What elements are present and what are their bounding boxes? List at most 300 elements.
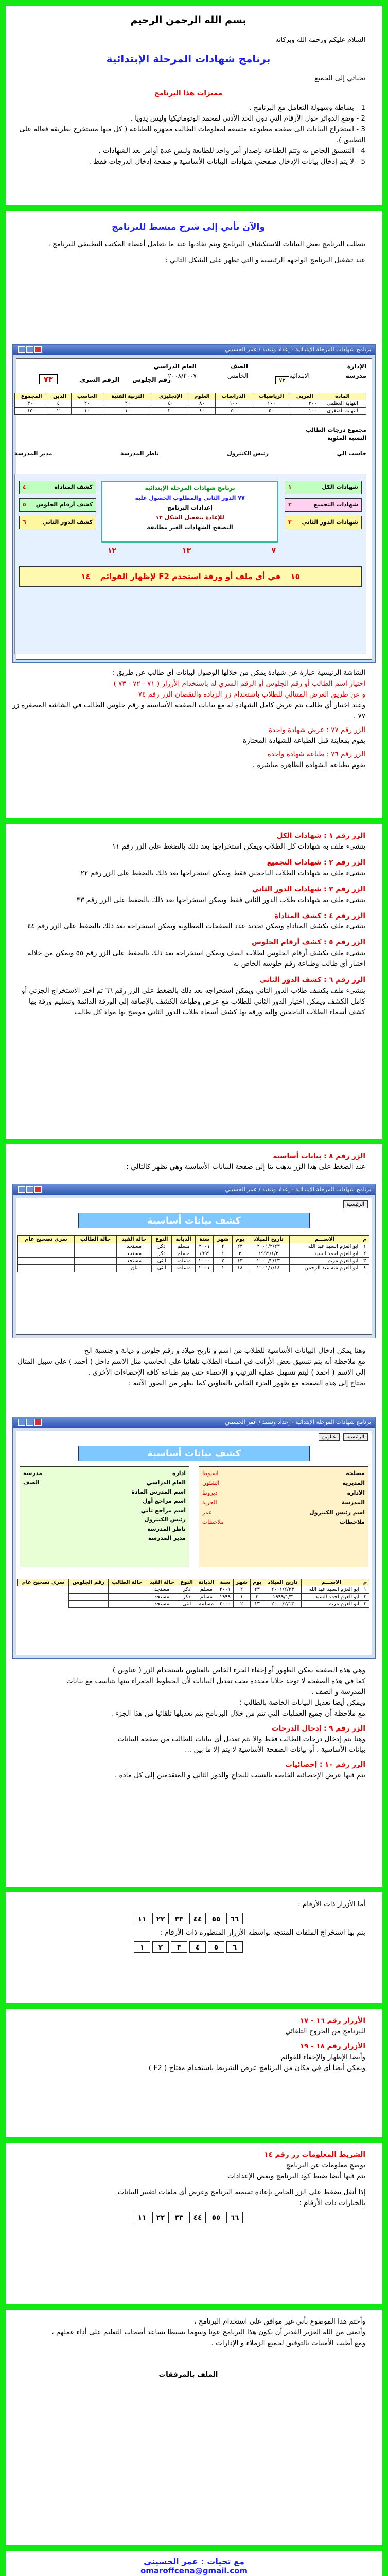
column-header: الديانة xyxy=(172,1236,196,1243)
table-cell[interactable]: ٢٠٠١ xyxy=(217,1586,234,1594)
main-screen-window xyxy=(12,344,376,663)
column-header: حالة القيد xyxy=(116,1236,151,1243)
column-header: م xyxy=(360,1236,369,1243)
s3-para-5: الزر رقم ٧٧ : عرض شهادة واحدة xyxy=(269,725,365,734)
table-cell[interactable] xyxy=(18,1265,75,1272)
table-cell[interactable]: مسلمة xyxy=(196,1601,217,1608)
center-title: برنامج شهادات المرحلة الإبتدائية xyxy=(145,485,235,492)
table-cell[interactable]: مسلم xyxy=(196,1594,217,1601)
intro-section xyxy=(0,13,377,167)
table-cell[interactable]: مستجد xyxy=(146,1601,178,1608)
table-cell[interactable]: ١٨ xyxy=(232,1265,248,1272)
table-cell[interactable]: ٢٠٠٠/٢/١٣ xyxy=(248,1258,289,1265)
table-cell[interactable] xyxy=(18,1250,75,1258)
table-row[interactable] xyxy=(18,1250,369,1258)
s7-para-5: مع ملاحظة أن جميع العمليات التي تتم من خلال البرنامج يتم تعديلها تلقائيا من هذا الجزء . xyxy=(111,1709,365,1718)
table-cell[interactable]: مستجد xyxy=(146,1586,178,1594)
table-cell[interactable]: ١٠٠ xyxy=(215,400,252,408)
center-line-2: إعدادات البرنامج xyxy=(167,504,213,511)
nums-row-1 xyxy=(11,1913,365,1924)
label-left-2: العام الدراسي xyxy=(146,1479,186,1486)
window-title: برنامج شهادات المرحلة الإبتدائية - إعداد وتنفيذ / عمر الحسيني xyxy=(225,1419,371,1426)
column-header: الإنجليزي xyxy=(152,393,189,400)
percent-label: النسبة المئوية xyxy=(327,435,366,442)
table-cell[interactable]: ٢٠ xyxy=(103,400,152,408)
s9-para-2: للبرنامج من الخروج التلقائي xyxy=(285,2027,365,2036)
table-cell[interactable]: ٢ xyxy=(214,1258,233,1265)
btn8-head: الزر رقم ٨ : بيانات أساسية xyxy=(273,1152,365,1160)
table-row[interactable] xyxy=(18,1586,369,1594)
s10-para-1: الشريط المعلومات زر رقم ١٤ xyxy=(264,2150,365,2159)
feature-2: 2 - وضع الدوائر حول الأرقام التي دون الحد الأدنى لمحمد الوتوماتيكيا وليس يدويا . xyxy=(130,114,365,123)
table-cell[interactable]: ١ xyxy=(361,1586,369,1594)
s8-line-2: يتم بها استخراج الملفات المنتجة بواسطة الأزرار المنظورة ذات الأرقام : xyxy=(160,1928,365,1937)
s7-para-6: الزر رقم ٩ : إدخال الدرجات xyxy=(272,1724,365,1733)
secret-value[interactable]: ٧٣ xyxy=(39,374,58,384)
label-admin: الادارة xyxy=(347,1489,365,1496)
table-row[interactable] xyxy=(18,1243,369,1250)
table-cell[interactable]: ٢ xyxy=(361,1594,369,1601)
table-cell[interactable]: ١٩٩٩ xyxy=(217,1594,234,1601)
table-cell[interactable]: مستجد xyxy=(116,1258,151,1265)
maximize-icon[interactable] xyxy=(26,1186,33,1193)
column-header: المادة xyxy=(319,393,366,400)
school-name: الابتدائية xyxy=(289,372,310,379)
label-left-8: مدير المدرسة xyxy=(148,1535,186,1541)
s9-para-3: الأزرار رقم ١٨ - ١٩ xyxy=(299,2042,365,2050)
column-header: النوع xyxy=(178,1579,196,1586)
window-titlebar xyxy=(13,345,375,355)
btn4-head: الزر رقم ٤ : كشف المناداة xyxy=(274,911,365,920)
minimize-icon[interactable] xyxy=(18,1419,25,1426)
table-cell[interactable]: ٣٠٠ xyxy=(15,400,48,408)
table-cell[interactable]: ١ xyxy=(214,1250,233,1258)
num-box: ٢٢ xyxy=(152,2212,169,2223)
divider xyxy=(6,205,382,211)
s7-para-4: ويمكن أيضا تعديل البيانات الخاصة بالطالب ؛ xyxy=(239,1698,365,1707)
buttons-explain-section xyxy=(0,831,377,1018)
table-cell[interactable]: ٢٠٠٠/٢/١٣ xyxy=(264,1601,302,1608)
table-cell[interactable]: ٨٠ xyxy=(189,400,215,408)
center-num-12: ١٢ xyxy=(108,547,117,555)
admin-label: الإدارة xyxy=(347,363,366,370)
s3-para-8: يقوم بطباعة الشهادة الظاهرة مباشرة . xyxy=(252,761,365,770)
close-icon[interactable] xyxy=(34,1419,42,1426)
column-header: الاســـم xyxy=(289,1236,360,1243)
table-cell[interactable]: ٢ xyxy=(214,1243,233,1250)
table-cell[interactable]: ٤٠ xyxy=(48,400,71,408)
btn2-head: الزر رقم ٢ : شهادات التجميع xyxy=(267,858,365,867)
control-panel xyxy=(14,474,366,654)
s7-para-9: الزر رقم ١٠ : إحصائيات xyxy=(285,1760,365,1769)
feature-5: 5 - لا يتم إدخال بيانات الإدخال صفحتي شهادات البيانات الأساسية و صفحة إدخال الدرجات فقط . xyxy=(89,158,365,166)
label-left-3: اسم المدرس المادة xyxy=(131,1488,186,1495)
column-header: سنة xyxy=(196,1236,214,1243)
f2-hint-bar: ١٥ في أي ملف أو ورقة استخدم F2 لإظهار القوائم ١٤ xyxy=(19,566,362,587)
table-cell[interactable]: ٢ xyxy=(360,1250,369,1258)
s3-para-3: و عن طريق العرض المتتالي للطلاب باستخدام زر الزيادة والنقصان الزر رقم ٧٤ xyxy=(138,690,365,699)
s10-para-5: بالخيارات ذات الأرقام : xyxy=(299,2198,365,2207)
s7-para-2: كما في هذه الصفحة لا توجد خلايا محددة يجب تعديل البيانات لأن الخطوط الحمراء بينها بتناسب مع بيانات xyxy=(66,1676,365,1685)
seat-input[interactable]: ٧٢ xyxy=(275,376,289,384)
num-box: ٢ xyxy=(152,1941,169,1953)
s11-para-1: وأختم هذا الموضوع بأني غير موافق على استخدام البرنامج ، xyxy=(194,2317,365,2326)
table-cell[interactable]: ذكر xyxy=(152,1243,172,1250)
btn-second-round-list[interactable]: كشف الدور الثاني ٦ xyxy=(19,516,96,529)
titles-table xyxy=(17,1579,369,1608)
table-cell[interactable]: ٢٣ xyxy=(250,1586,264,1594)
column-header: حالة القيد xyxy=(146,1579,178,1586)
btn8-body: عند الضغط على هذا الزر يذهب بنا إلى صفحة البيانات الأساسية وهي تظهر كالتالي : xyxy=(126,1162,365,1171)
table-cell[interactable]: ١ xyxy=(214,1265,233,1272)
info-bar-section xyxy=(0,2149,377,2226)
num-box: ٦ xyxy=(226,1941,243,1953)
table-cell[interactable] xyxy=(18,1243,75,1250)
table-cell[interactable]: ابو العزم احمد السيد xyxy=(302,1594,361,1601)
table-cell[interactable]: ابو العزم مريم xyxy=(302,1601,361,1608)
table-cell[interactable]: انثى xyxy=(152,1258,172,1265)
titles-explain xyxy=(0,1665,377,1781)
label-left-1: ادارة xyxy=(172,1470,186,1477)
minimize-icon[interactable] xyxy=(18,346,25,353)
divider xyxy=(6,2304,382,2310)
column-header: النوع xyxy=(152,1236,172,1243)
basmala: بسم الله الرحمن الرحيم xyxy=(130,14,246,26)
table-cell[interactable]: ٢٠٠١ xyxy=(196,1243,214,1250)
num-box: ٦٦ xyxy=(226,1913,243,1924)
num-box: ٥ xyxy=(208,1941,224,1953)
table-cell[interactable]: ٢٠٠١/٢/٢٣ xyxy=(264,1586,302,1594)
table-cell[interactable]: ٢٠ xyxy=(152,408,189,415)
btn6-body: يتشىء ملف بكشف طلاب الدور الثاني ويمكن استخراجه بعد ذلك بالضغط على الزر رقم ٦٦ ثم أختر الاستخراج الجزئي أو كامل الكشف ويمكن اختيار الدور الثاني للطلاب مع عرض وطباعة الكشف بالإضافة إلى الورقة الدائمة وتسليم ورقة بها كشف أسماء الطلاب الناجحين وإليه ورقة بها كشف أسماء طلاب الدور الثاني موضح بها مواد كل طالب xyxy=(21,987,365,1016)
seat-label: رقم الجلوس xyxy=(132,376,171,383)
titles-left-panel xyxy=(20,1466,189,1567)
table-cell[interactable]: ٣ xyxy=(250,1594,264,1601)
features-heading: مميزات هذا البرنامج xyxy=(154,89,223,97)
table-cell[interactable]: انثى xyxy=(178,1601,196,1608)
num-box: ٤ xyxy=(189,1941,206,1953)
column-header: الرياضيات xyxy=(252,393,291,400)
table-cell[interactable]: ٥٠ xyxy=(215,408,252,415)
table-cell[interactable]: ٢٠ xyxy=(71,400,103,408)
center-line-4: التصفح الشهادات الغير مطابقة xyxy=(147,524,233,531)
table-cell[interactable]: ابو العزم السيد عبد الله xyxy=(302,1586,361,1594)
sig-control: رئيس الكنترول xyxy=(227,450,269,457)
table-cell[interactable]: ابو العزم احمد السيد xyxy=(289,1250,360,1258)
explain-para-1: يتطلب البرنامج بعض البيانات للاستكشاف البرنامج ويتم تفاديها عند ما يتعامل أعضاء المكتب التطبيقي للبرنامج ، xyxy=(48,240,365,249)
num-box: ٣٣ xyxy=(171,1913,187,1924)
table-cell[interactable] xyxy=(75,1258,117,1265)
column-header: الحاسب xyxy=(71,393,103,400)
table-cell[interactable] xyxy=(75,1265,117,1272)
nums-row-2 xyxy=(11,1941,365,1953)
value-admin[interactable]: ديروط xyxy=(202,1489,218,1496)
table-cell[interactable]: ١٠٠ xyxy=(291,408,319,415)
table-cell[interactable] xyxy=(69,1594,109,1601)
table-cell[interactable]: ١٠٠ xyxy=(252,400,291,408)
close-icon[interactable] xyxy=(34,1186,42,1193)
num-box: ٤٤ xyxy=(189,2212,206,2223)
basic-data-heading: كشف بيانات أساسية xyxy=(78,1213,310,1228)
table-row[interactable] xyxy=(18,1265,369,1272)
table-cell[interactable]: ٣ xyxy=(232,1250,248,1258)
table-cell[interactable]: ذكر xyxy=(178,1586,196,1594)
btn5-head: الزر رقم ٥ : كشف أرقام الجلوس xyxy=(252,938,365,947)
s10-para-3: يتم فيها أيضا ضبط كود البرنامج وبعض الإعدادات xyxy=(227,2172,365,2180)
column-header: المجموع xyxy=(15,393,48,400)
table-cell[interactable] xyxy=(69,1601,109,1608)
titles-heading: كشف بيانات أساسية xyxy=(78,1446,310,1461)
column-header: التربية الفنية xyxy=(103,393,152,400)
table-cell[interactable]: مستجد xyxy=(116,1243,151,1250)
table-cell[interactable]: ١٣ xyxy=(232,1258,248,1265)
s11-para-3: ومع أطيب الأمنيات بالتوفيق لجميع الزملاء و الإدارات . xyxy=(211,2338,365,2347)
minimize-icon[interactable] xyxy=(18,1186,25,1193)
table-cell[interactable]: النهاية العظمى xyxy=(319,400,366,408)
class-value: الخامس xyxy=(227,372,248,379)
table-cell[interactable]: مسلم xyxy=(172,1250,196,1258)
label-notes: ملاحظات xyxy=(340,1519,365,1526)
table-row[interactable] xyxy=(18,1258,369,1265)
grades-grid xyxy=(14,393,366,415)
total-label: مجموع درجات الطالب xyxy=(306,427,366,433)
s6-para-3: إلى الاسم ( احمد ) ليتم تسهيل عملية الترتيب و الإحصاء حتى يتم طباعة كافة الإحصاءات الأخرى . xyxy=(88,1368,365,1377)
table-cell[interactable]: ٤٠ xyxy=(189,408,215,415)
value-control-head[interactable]: عمر xyxy=(202,1509,212,1516)
btn1-body: يتشىء ملف به شهادات كل الطلاب ويمكن استخراجها بعد ذلك بالضغط على الزر رقم ١١ xyxy=(112,842,365,851)
s10-para-4: إذا أنقل بضغط على الزر الخاص بإعادة تسمية البرنامج وعرض أي ملفات لتغيير البيانات xyxy=(117,2188,365,2196)
closing-section xyxy=(0,2316,377,2380)
dedication: تحياتي إلى الجميع xyxy=(314,74,365,82)
label-left-6: رئيس الكنترول xyxy=(144,1516,186,1523)
attachment-note: الملف بالمرفقات xyxy=(158,2370,218,2379)
btn1-head: الزر رقم ١ : شهادات الكل xyxy=(276,832,365,840)
table-cell[interactable]: ٤٠ xyxy=(152,400,189,408)
table-cell[interactable]: ١٠ xyxy=(71,408,103,415)
label-left-2b: الصف xyxy=(23,1479,40,1486)
center-num-13: ١٣ xyxy=(182,547,191,555)
table-cell[interactable]: مستجد xyxy=(116,1250,151,1258)
feature-1: 1 - بساطة وسهولة التعامل مع البرنامج . xyxy=(249,104,365,112)
table-cell[interactable]: ابو العزم منة عبد الرحمن xyxy=(289,1265,360,1272)
s7-para-3: المدرسة و الصف . xyxy=(311,1687,365,1696)
column-header: العلوم xyxy=(189,393,215,400)
value-authority[interactable]: اسيوط xyxy=(202,1470,219,1477)
maximize-icon[interactable] xyxy=(26,1419,33,1426)
table-row[interactable] xyxy=(18,1594,369,1601)
table-cell[interactable] xyxy=(75,1250,117,1258)
table-cell[interactable]: ٢٠٠١/٢/٢٣ xyxy=(248,1243,289,1250)
label-left-1b: مدرسة xyxy=(23,1470,42,1477)
table-cell[interactable]: النهاية الصغرى xyxy=(319,408,366,415)
table-cell[interactable]: ابو العزم مريم xyxy=(289,1258,360,1265)
table-cell[interactable]: ١٩٩٩/١/٣ xyxy=(248,1250,289,1258)
num-box: ٦٦ xyxy=(226,2212,243,2223)
nums-row-3 xyxy=(11,2212,365,2223)
tab-main[interactable]: الرئيسية xyxy=(343,1200,369,1208)
num-box: ٣ xyxy=(171,1941,187,1953)
sig-computer: حاسب الي xyxy=(337,450,366,457)
column-header: شهر xyxy=(233,1579,250,1586)
table-cell[interactable]: ٢٠٠٠ xyxy=(196,1258,214,1265)
table-cell[interactable]: ٢٣ xyxy=(232,1243,248,1250)
table-cell[interactable]: ٢٠ xyxy=(48,408,71,415)
s10-para-2: يوضح معلومات عن البرنامج xyxy=(286,2161,365,2170)
table-cell[interactable]: ٢٠٠١/١/١٨ xyxy=(248,1265,289,1272)
table-cell[interactable]: ١٩٩٩/١/٣ xyxy=(264,1594,302,1601)
signatures-row xyxy=(14,450,366,457)
table-cell[interactable]: ٢ xyxy=(233,1601,250,1608)
greeting: السلام عليكم ورحمة الله وبركاته xyxy=(275,36,365,44)
num-box: ٥٥ xyxy=(208,2212,224,2223)
table-cell[interactable]: ابو العزم السيد عبد الله xyxy=(289,1243,360,1250)
column-header: الدراسات xyxy=(215,393,252,400)
s3-para-1: الشاشة الرئيسية عبارة عن شهادة يمكن من خلالها الوصول لبيانات أي طالب عن طريق : xyxy=(112,669,365,677)
column-header: م xyxy=(361,1579,369,1586)
column-header: حالة الطالب xyxy=(108,1579,146,1586)
maximize-icon[interactable] xyxy=(26,346,33,353)
center-num-7: ٧ xyxy=(271,547,276,555)
table-cell[interactable] xyxy=(108,1586,146,1594)
s3-para-2: اختيار اسم الطالب أو رقم الجلوس أو الرقم السري له باستخدام الأزرار ( ٧١ - ٧٢ - ٧٣ ) xyxy=(113,679,365,688)
table-cell[interactable] xyxy=(18,1258,75,1265)
sig-director: مدير المدرسة xyxy=(14,450,52,457)
table-cell[interactable] xyxy=(108,1594,146,1601)
s3-para-7: الزر رقم ٧٦ : طباعة شهادة واحدة xyxy=(267,750,365,759)
table-cell[interactable]: انثى xyxy=(152,1265,172,1272)
table-row[interactable] xyxy=(18,1601,369,1608)
table-cell[interactable]: ١٩٩٩ xyxy=(196,1250,214,1258)
divider xyxy=(6,818,382,824)
column-header: سري تصحيح عام xyxy=(18,1579,69,1586)
btn-seat-list[interactable]: كشف أرقام الجلوس ٥ xyxy=(19,498,96,512)
window-titlebar xyxy=(13,1184,375,1195)
table-cell[interactable]: باق xyxy=(116,1265,151,1272)
label-directorate: المديرية xyxy=(342,1480,365,1486)
label-left-5: اسم مراجع ثاني xyxy=(140,1507,186,1514)
btn3-body: يتشىء ملف به شهادات طلاب الدور الثاني فقط ويمكن استخراجها بعد ذلك بالضغط على الزر رقم ٣٣ xyxy=(76,895,365,904)
num-box: ١١ xyxy=(134,1913,150,1924)
s9-para-5: ويمكن أيضا أي في مكان من البرنامج عرض الشريط باستخدام مفتاح ( F2 ) xyxy=(148,2063,365,2072)
tab-titles[interactable]: عناوين xyxy=(319,1433,340,1441)
table-cell[interactable]: ذكر xyxy=(178,1594,196,1601)
exit-section xyxy=(0,2015,377,2074)
s9-para-1: الأزرار رقم ١٦ - ١٧ xyxy=(299,2016,365,2025)
divider xyxy=(6,2003,382,2009)
titles-right-panel xyxy=(199,1466,368,1567)
btn-all-certs[interactable]: شهادات الكل ١ xyxy=(285,481,362,494)
btn-call-list[interactable]: كشف المناداة ٤ xyxy=(19,481,96,494)
s7-para-7: وهنا يتم إدخال درجات الطالب فقط والا يتم تعديل أي بيانات للطالب من صفحة البيانات xyxy=(117,1735,365,1743)
table-cell[interactable]: ١٠ xyxy=(103,408,152,415)
tab-main[interactable]: الرئيسية xyxy=(343,1433,368,1441)
feature-3: 3 - استخراج البيانات الى صفحة مطبوعة متسعة لمعلومات الطالب مجهزة للطباعة ( كل منها مستخرج بطريقة فعالة على التطبيق ). xyxy=(19,125,365,145)
s6-para-2: مع ملاحظة أنه يتم تنسيق بعض الأرانب في اسماء الطلاب تلقائيا على الحاسب مثل الاسم داخل ( أحمد ) على سبيل المثال xyxy=(17,1357,365,1366)
center-line-1: ٧٧ الدور الثاني والمطلوب الحصول عليه xyxy=(135,495,245,501)
label-school: المدرسة xyxy=(341,1499,365,1506)
value-directorate[interactable]: الشئون xyxy=(202,1480,220,1486)
s6-para-1: وهنا يمكن إدخال البيانات الأساسية للطلاب من اسم و تاريخ ميلاد و رقم جلوس و ديانة و جنسية الخ xyxy=(84,1347,365,1355)
column-header: الاســـم xyxy=(302,1579,361,1586)
explain-para-2: عند تشغيل البرنامج الواجهة الرئيسية و التي تظهر على الشكل التالي : xyxy=(165,256,365,265)
table-row[interactable] xyxy=(15,400,366,408)
table-cell[interactable]: ٢٠٠ xyxy=(291,400,319,408)
column-header: العربي xyxy=(291,393,319,400)
footer-email[interactable]: omaroffcena@gmail.com xyxy=(140,2566,248,2575)
btn3-head: الزر رقم ٣ : شهادات الدور الثاني xyxy=(252,885,365,893)
column-header: سري تصحيح عام xyxy=(18,1236,75,1243)
table-cell[interactable] xyxy=(108,1601,146,1608)
num-box: ٥٥ xyxy=(208,1913,224,1924)
btn4-body: يتشىء ملف بكشف المناداة ويمكن تحديد عدد الصفحات المطلوبة ويمكن استخراجه بعد ذلك بالضغط على الزر رقم ٤٤ xyxy=(27,922,365,931)
table-cell[interactable]: مسلم xyxy=(196,1586,217,1594)
table-cell[interactable]: ٥٠ xyxy=(252,408,291,415)
value-school[interactable]: الحرية xyxy=(202,1499,217,1506)
footer-author: مع تحيات : عمر الحسيني xyxy=(144,2556,244,2566)
column-header: تاريخ الميلاد xyxy=(264,1579,302,1586)
table-cell[interactable]: ٣ xyxy=(361,1601,369,1608)
table-cell[interactable]: ١ xyxy=(360,1243,369,1250)
s9-para-4: وأيضا الإظهار والإخفاء للقوائم xyxy=(280,2053,365,2061)
num-box: ٣٣ xyxy=(171,2212,187,2223)
close-icon[interactable] xyxy=(34,346,42,353)
s11-para-2: وأتمنى من الله العزيز القدير أن يكون هذا البرنامج عونا وسهما بسيطا يساعد أصحاب التعليم على أداء عملهم ، xyxy=(51,2328,365,2336)
table-cell[interactable]: ١٣ xyxy=(250,1601,264,1608)
label-left-7: ناظر المدرسة xyxy=(147,1526,186,1532)
table-cell[interactable]: ١٥٠ xyxy=(15,408,48,415)
table-cell[interactable]: ٢٠٠١ xyxy=(196,1265,214,1272)
school-label: مدرسة xyxy=(345,372,366,379)
table-cell[interactable]: ٣ xyxy=(360,1258,369,1265)
label-authority: مصلحة xyxy=(346,1470,365,1477)
btn-pass-certs[interactable]: شهادات التجميع ٢ xyxy=(285,498,362,512)
btn5-body: يتشىء ملف بكشف أرقام الجلوس لطلاب الصف ويمكن استخراجه بعد ذلك بالضغط على الزر رقم ٥٥ ويمكن من خلاله اختيار أي طالب وطباعة رقم جلوسه الخاص به xyxy=(27,949,365,969)
table-cell[interactable]: ٢٠٠٠ xyxy=(217,1601,234,1608)
table-cell[interactable]: ذكر xyxy=(152,1250,172,1258)
divider xyxy=(6,2545,382,2551)
basic-data-explain xyxy=(0,1346,377,1389)
secret-label: الرقم السري xyxy=(80,376,119,383)
label-left-4: اسم مراجع أول xyxy=(143,1498,186,1504)
window-title: برنامج شهادات المرحلة الإبتدائية - إعداد وتنفيذ / عمر الحسيني xyxy=(225,1186,371,1193)
num-box: ١ xyxy=(134,1941,150,1953)
btn-second-round-certs[interactable]: شهادات الدور الثاني ٣ xyxy=(285,516,362,529)
value-notes[interactable]: ملاحظات xyxy=(202,1519,224,1526)
table-cell[interactable] xyxy=(75,1243,117,1250)
sig-principal: ناظر المدرسة xyxy=(120,450,159,457)
table-cell[interactable]: ٤ xyxy=(360,1265,369,1272)
table-cell[interactable]: مسلمة xyxy=(172,1258,196,1265)
window-titlebar xyxy=(13,1417,375,1428)
left-menu xyxy=(19,481,96,533)
divider xyxy=(6,1139,382,1144)
table-cell[interactable]: مسلمة xyxy=(172,1265,196,1272)
table-cell[interactable]: مسلم xyxy=(172,1243,196,1250)
center-line-3: للإعادة بتفعيل الشكل ١٣ xyxy=(155,514,224,521)
table-row[interactable] xyxy=(15,408,366,415)
column-header: تاريخ الميلاد xyxy=(248,1236,289,1243)
table-cell[interactable]: مستجد xyxy=(146,1594,178,1601)
footer xyxy=(6,2556,382,2576)
right-menu xyxy=(285,481,362,533)
btn2-body: يتشىء ملف به شهادات الطلاب الناجحين فقط ويمكن استخراجها بعد ذلك بالضغط على الزر رقم ٢٢ xyxy=(80,869,365,877)
table-cell[interactable]: ١ xyxy=(233,1594,250,1601)
explain-heading: والآن نأتي إلى شرح مبسط للبرنامج xyxy=(112,222,265,232)
table-cell[interactable]: ٢ xyxy=(233,1586,250,1594)
btn6-head: الزر رقم ٦ : كشف الدور الثاني xyxy=(259,976,365,985)
column-header: الدين xyxy=(48,393,71,400)
table-cell[interactable] xyxy=(69,1586,109,1594)
